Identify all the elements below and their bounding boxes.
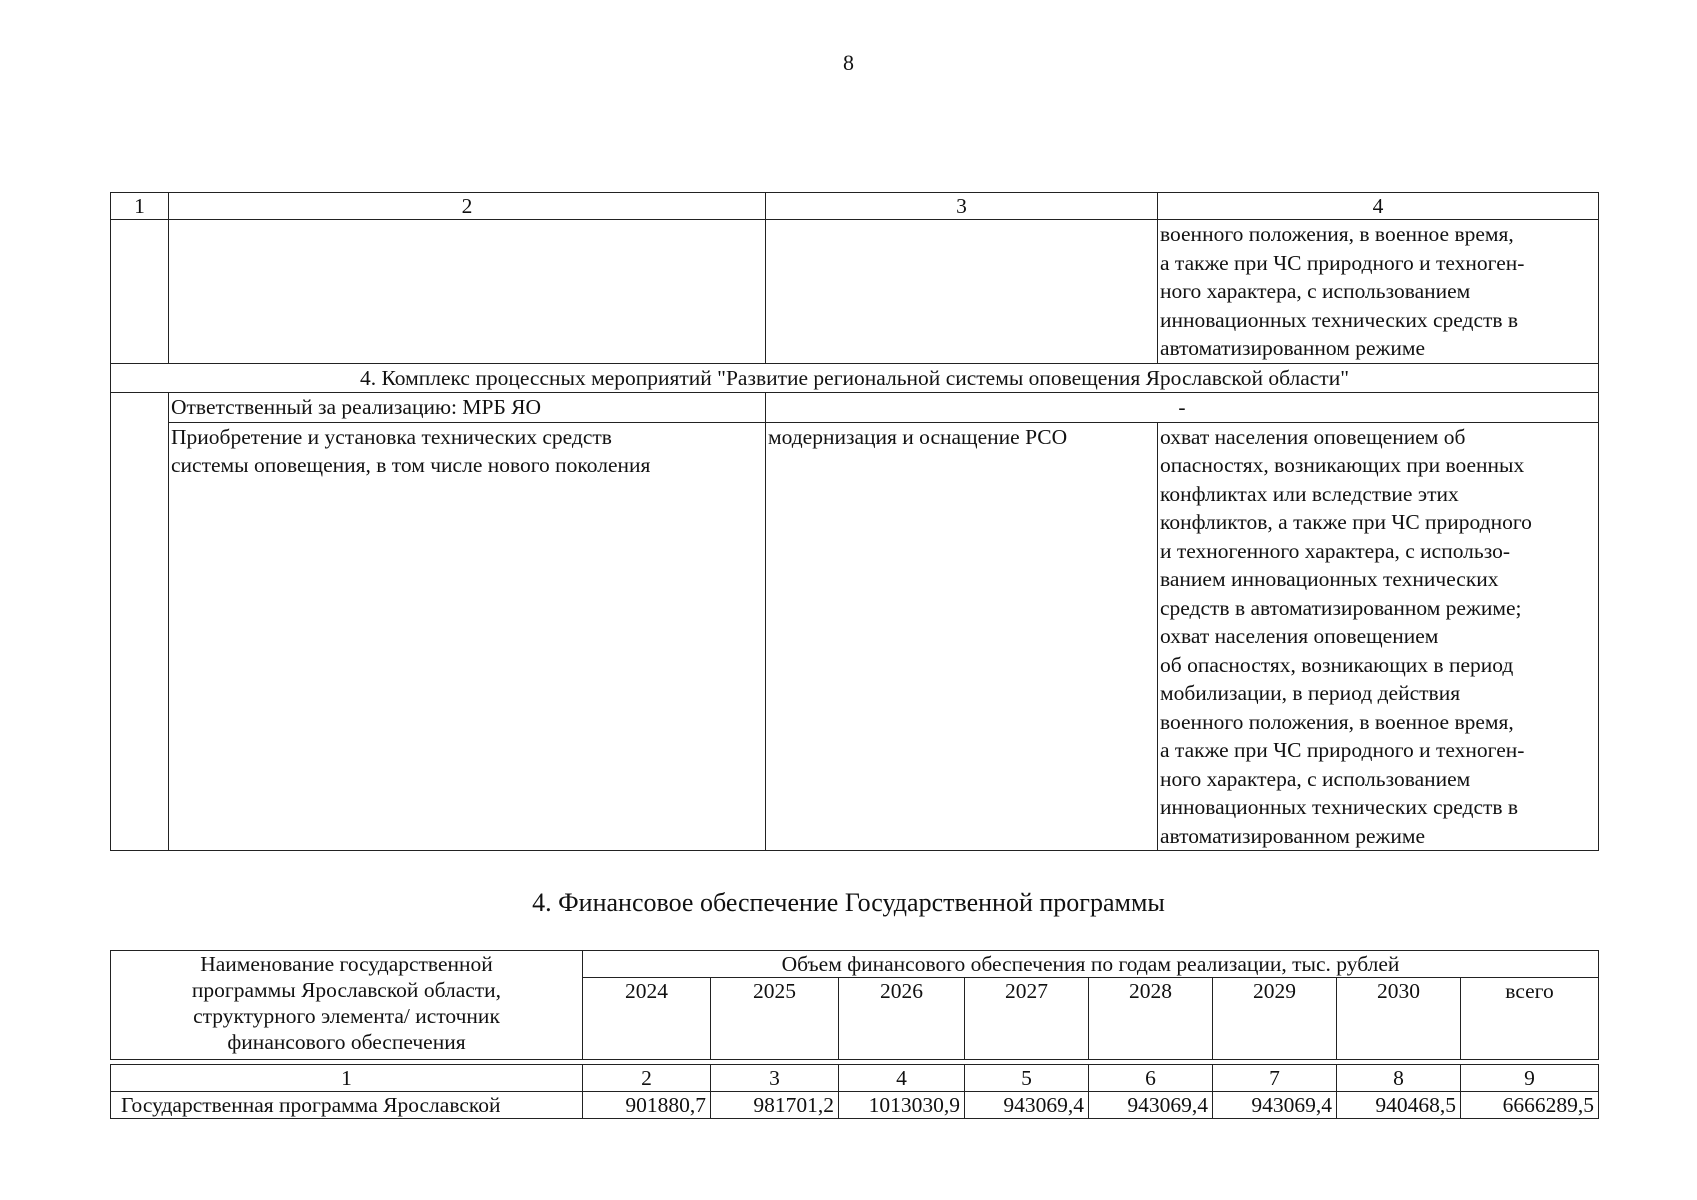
table-row — [111, 220, 1599, 364]
value-total: 6666289,5 — [1461, 1092, 1599, 1119]
year-2025: 2025 — [711, 978, 839, 1060]
col-header-1: 1 — [111, 193, 169, 220]
year-2028: 2028 — [1089, 978, 1213, 1060]
section-title: 4. Финансовое обеспечение Государственной программы — [532, 888, 1165, 917]
table-row — [111, 1092, 1599, 1119]
table-header-row — [111, 193, 1599, 220]
page-number: 8 — [843, 50, 854, 75]
task-name-cell: Приобретение и установка технических средств системы оповещения, в том числе нового поколения — [169, 422, 766, 851]
col-number: 1 — [111, 1065, 583, 1092]
finance-table — [110, 950, 1599, 1119]
value-2027: 943069,4 — [965, 1092, 1089, 1119]
year-total: всего — [1461, 978, 1599, 1060]
responsible-value: - — [766, 393, 1599, 423]
col-number: 6 — [1089, 1065, 1213, 1092]
program-name-cell: Государственная программа Ярославской — [111, 1092, 583, 1119]
year-2030: 2030 — [1337, 978, 1461, 1060]
col-number: 2 — [583, 1065, 711, 1092]
col-number: 9 — [1461, 1065, 1599, 1092]
program-table — [110, 192, 1599, 851]
responsible-row — [111, 393, 1599, 423]
cell-empty — [111, 220, 169, 364]
value-2030: 940468,5 — [1337, 1092, 1461, 1119]
year-2027: 2027 — [965, 978, 1089, 1060]
complex-title-row — [111, 363, 1599, 393]
value-2026: 1013030,9 — [839, 1092, 965, 1119]
task-result-cell: модернизация и оснащение РСО — [766, 422, 1158, 851]
continued-result-cell: военного положения, в военное время, а также при ЧС природного и техноген- ного характера, с использованием инновационных технических средств в автоматизированном режиме — [1158, 220, 1599, 364]
cell-empty — [766, 220, 1158, 364]
cell-empty — [169, 220, 766, 364]
year-2024: 2024 — [583, 978, 711, 1060]
value-2028: 943069,4 — [1089, 1092, 1213, 1119]
year-2026: 2026 — [839, 978, 965, 1060]
value-2029: 943069,4 — [1213, 1092, 1337, 1119]
task-indicator-cell: охват населения оповещением об опасностях, возникающих при военных конфликтах или вследствие этих конфликтов, а также при ЧС природного и техногенного характера, с использо- ванием инновационных технических средств в автоматизированном режиме; охват населения оповещением об опасностях, возникающих в период мобилизации, в период действия военного положения, в военное время, а также при ЧС природного и техноген- ного характера, с использованием инновационных технических средств в автоматизированном режиме — [1158, 422, 1599, 851]
col-number: 4 — [839, 1065, 965, 1092]
volume-header: Объем финансового обеспечения по годам реализации, тыс. рублей — [583, 951, 1599, 978]
responsible-label: Ответственный за реализацию: МРБ ЯО — [169, 393, 766, 423]
col-header-4: 4 — [1158, 193, 1599, 220]
table-row — [111, 422, 1599, 851]
value-2024: 901880,7 — [583, 1092, 711, 1119]
col-header-2: 2 — [169, 193, 766, 220]
year-2029: 2029 — [1213, 978, 1337, 1060]
value-2025: 981701,2 — [711, 1092, 839, 1119]
cell-empty — [111, 393, 169, 851]
col-number: 5 — [965, 1065, 1089, 1092]
finance-header-row — [111, 951, 1599, 978]
complex-title: 4. Комплекс процессных мероприятий "Развитие региональной системы оповещения Ярославской области" — [111, 363, 1599, 393]
name-header: Наименование государственной программы Ярославской области, структурного элемента/ источник финансового обеспечения — [111, 951, 583, 1060]
col-number: 8 — [1337, 1065, 1461, 1092]
col-number: 7 — [1213, 1065, 1337, 1092]
col-header-3: 3 — [766, 193, 1158, 220]
col-numbers-row — [111, 1065, 1599, 1092]
col-number: 3 — [711, 1065, 839, 1092]
